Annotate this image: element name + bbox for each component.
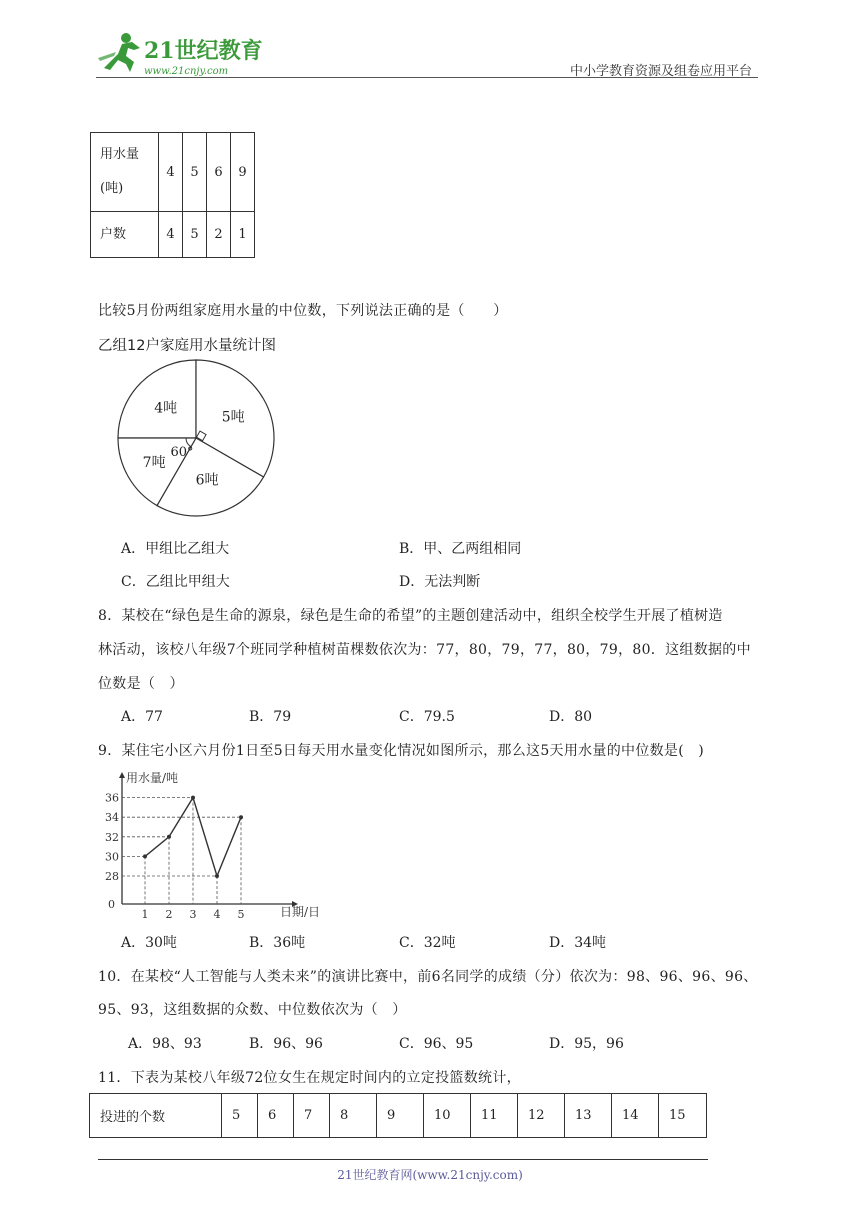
table-cell: 11 [471, 1094, 518, 1138]
x-tick-label: 2 [165, 908, 173, 921]
q8-option-c[interactable]: C．79.5 [399, 709, 455, 725]
table-header-households: 户数 [91, 212, 159, 258]
table-row [90, 1094, 707, 1138]
data-point [167, 835, 171, 839]
x-tick-label: 1 [141, 908, 149, 921]
table-row [91, 133, 255, 212]
y-axis-arrow [119, 772, 125, 778]
table-cell: 7 [294, 1094, 330, 1138]
header-divider [96, 77, 758, 78]
y-tick-label: 34 [105, 811, 119, 825]
y-tick-label: 36 [105, 791, 119, 805]
q8-stem-line2: 林活动，该校八年级7个班同学种植树苗棵数依次为：77，80，79，77，80，79，80．这组数据的中 [98, 642, 751, 658]
footer-divider [98, 1159, 708, 1160]
pie-chart-title: 乙组12户家庭用水量统计图 [98, 338, 276, 354]
table-cell: 5 [183, 212, 207, 258]
q9-option-d[interactable]: D．34吨 [549, 935, 607, 951]
q10-stem-line2: 95、93，这组数据的众数、中位数依次为（ ） [98, 1002, 407, 1018]
pie-slice-label: 7吨 [142, 455, 166, 472]
line-chart [96, 766, 336, 926]
table-cell: 14 [612, 1094, 659, 1138]
table-cell: 13 [565, 1094, 612, 1138]
header-platform-text: 中小学教育资源及组卷应用平台 [570, 64, 753, 79]
x-tick-label: 4 [213, 908, 221, 921]
basketball-table [89, 1093, 707, 1138]
pie-slice-label: 5吨 [221, 409, 245, 426]
q9-stem: 9．某住宅小区六月份1日至5日每天用水量变化情况如图所示，那么这5天用水量的中位数是( ) [98, 743, 705, 759]
table-cell: 5 [183, 133, 207, 212]
q8-option-d[interactable]: D．80 [549, 709, 593, 725]
angle-label: 60° [170, 445, 194, 460]
table-header-usage: 用水量(吨) [91, 133, 159, 212]
table-cell: 9 [377, 1094, 424, 1138]
data-point [239, 815, 243, 819]
y-tick-label: 32 [105, 830, 119, 844]
pie-chart [110, 354, 310, 524]
q7-option-d[interactable]: D．无法判断 [399, 574, 481, 590]
table-cell: 15 [659, 1094, 707, 1138]
table-cell: 4 [159, 133, 183, 212]
q11-stem: 11．下表为某校八年级72位女生在规定时间内的立定投篮数统计， [98, 1070, 521, 1086]
q10-option-d[interactable]: D．95，96 [549, 1036, 624, 1052]
q10-option-c[interactable]: C．96、95 [399, 1036, 474, 1052]
q9-option-b[interactable]: B．36吨 [249, 935, 306, 951]
table-cell: 10 [424, 1094, 471, 1138]
table-row [91, 212, 255, 258]
q7-stem: 比较5月份两组家庭用水量的中位数，下列说法正确的是（ ） [98, 303, 508, 319]
footer-text: 21世纪教育网(www.21cnjy.com) [337, 1168, 523, 1182]
q8-stem-line3: 位数是（ ） [98, 676, 184, 692]
q9-option-c[interactable]: C．32吨 [399, 935, 456, 951]
logo-url: www.21cnjy.com [144, 66, 229, 77]
table-cell: 2 [207, 212, 231, 258]
x-axis-label: 日期/日 [280, 905, 321, 919]
q8-option-b[interactable]: B．79 [249, 709, 292, 725]
q10-stem-line1: 10．在某校“人工智能与人类未来”的演讲比赛中，前6名同学的成绩（分）依次为：98、96、96、96、 [98, 969, 758, 985]
x-tick-label: 3 [189, 908, 197, 921]
y-tick-label: 28 [105, 870, 119, 883]
y-tick-label: 30 [105, 850, 119, 864]
q9-option-a[interactable]: A．30吨 [121, 935, 177, 951]
q7-option-a[interactable]: A．甲组比乙组大 [121, 541, 230, 557]
origin-label: 0 [108, 898, 115, 911]
water-usage-table [90, 132, 255, 258]
q7-option-c[interactable]: C．乙组比甲组大 [121, 574, 230, 590]
data-point [143, 854, 147, 858]
table-cell: 9 [231, 133, 255, 212]
x-tick-label: 5 [237, 908, 245, 921]
q8-option-a[interactable]: A．77 [121, 709, 163, 725]
q7-option-b[interactable]: B．甲、乙两组相同 [399, 541, 522, 557]
table-cell: 4 [159, 212, 183, 258]
pie-slice [118, 360, 196, 438]
pie-slice-label: 6吨 [195, 472, 219, 489]
data-point [191, 796, 195, 800]
q10-option-b[interactable]: B．96、96 [249, 1036, 323, 1052]
data-point [215, 874, 219, 878]
table-cell: 6 [258, 1094, 294, 1138]
table-cell: 6 [207, 133, 231, 212]
y-axis-label: 用水量/吨 [126, 771, 179, 785]
table-cell: 5 [222, 1094, 258, 1138]
table-cell: 1 [231, 212, 255, 258]
pie-slice-label: 4吨 [154, 400, 178, 417]
logo-text: 21世纪教育 [144, 38, 263, 64]
q10-option-a[interactable]: A．98、93 [128, 1036, 202, 1052]
runner-icon [98, 33, 140, 72]
site-logo [96, 28, 266, 80]
table-header-shots: 投进的个数 [90, 1094, 222, 1138]
q8-stem-line1: 8．某校在“绿色是生命的源泉，绿色是生命的希望”的主题创建活动中，组织全校学生开展了植树造 [98, 608, 723, 624]
table-cell: 12 [518, 1094, 565, 1138]
table-cell: 8 [330, 1094, 377, 1138]
